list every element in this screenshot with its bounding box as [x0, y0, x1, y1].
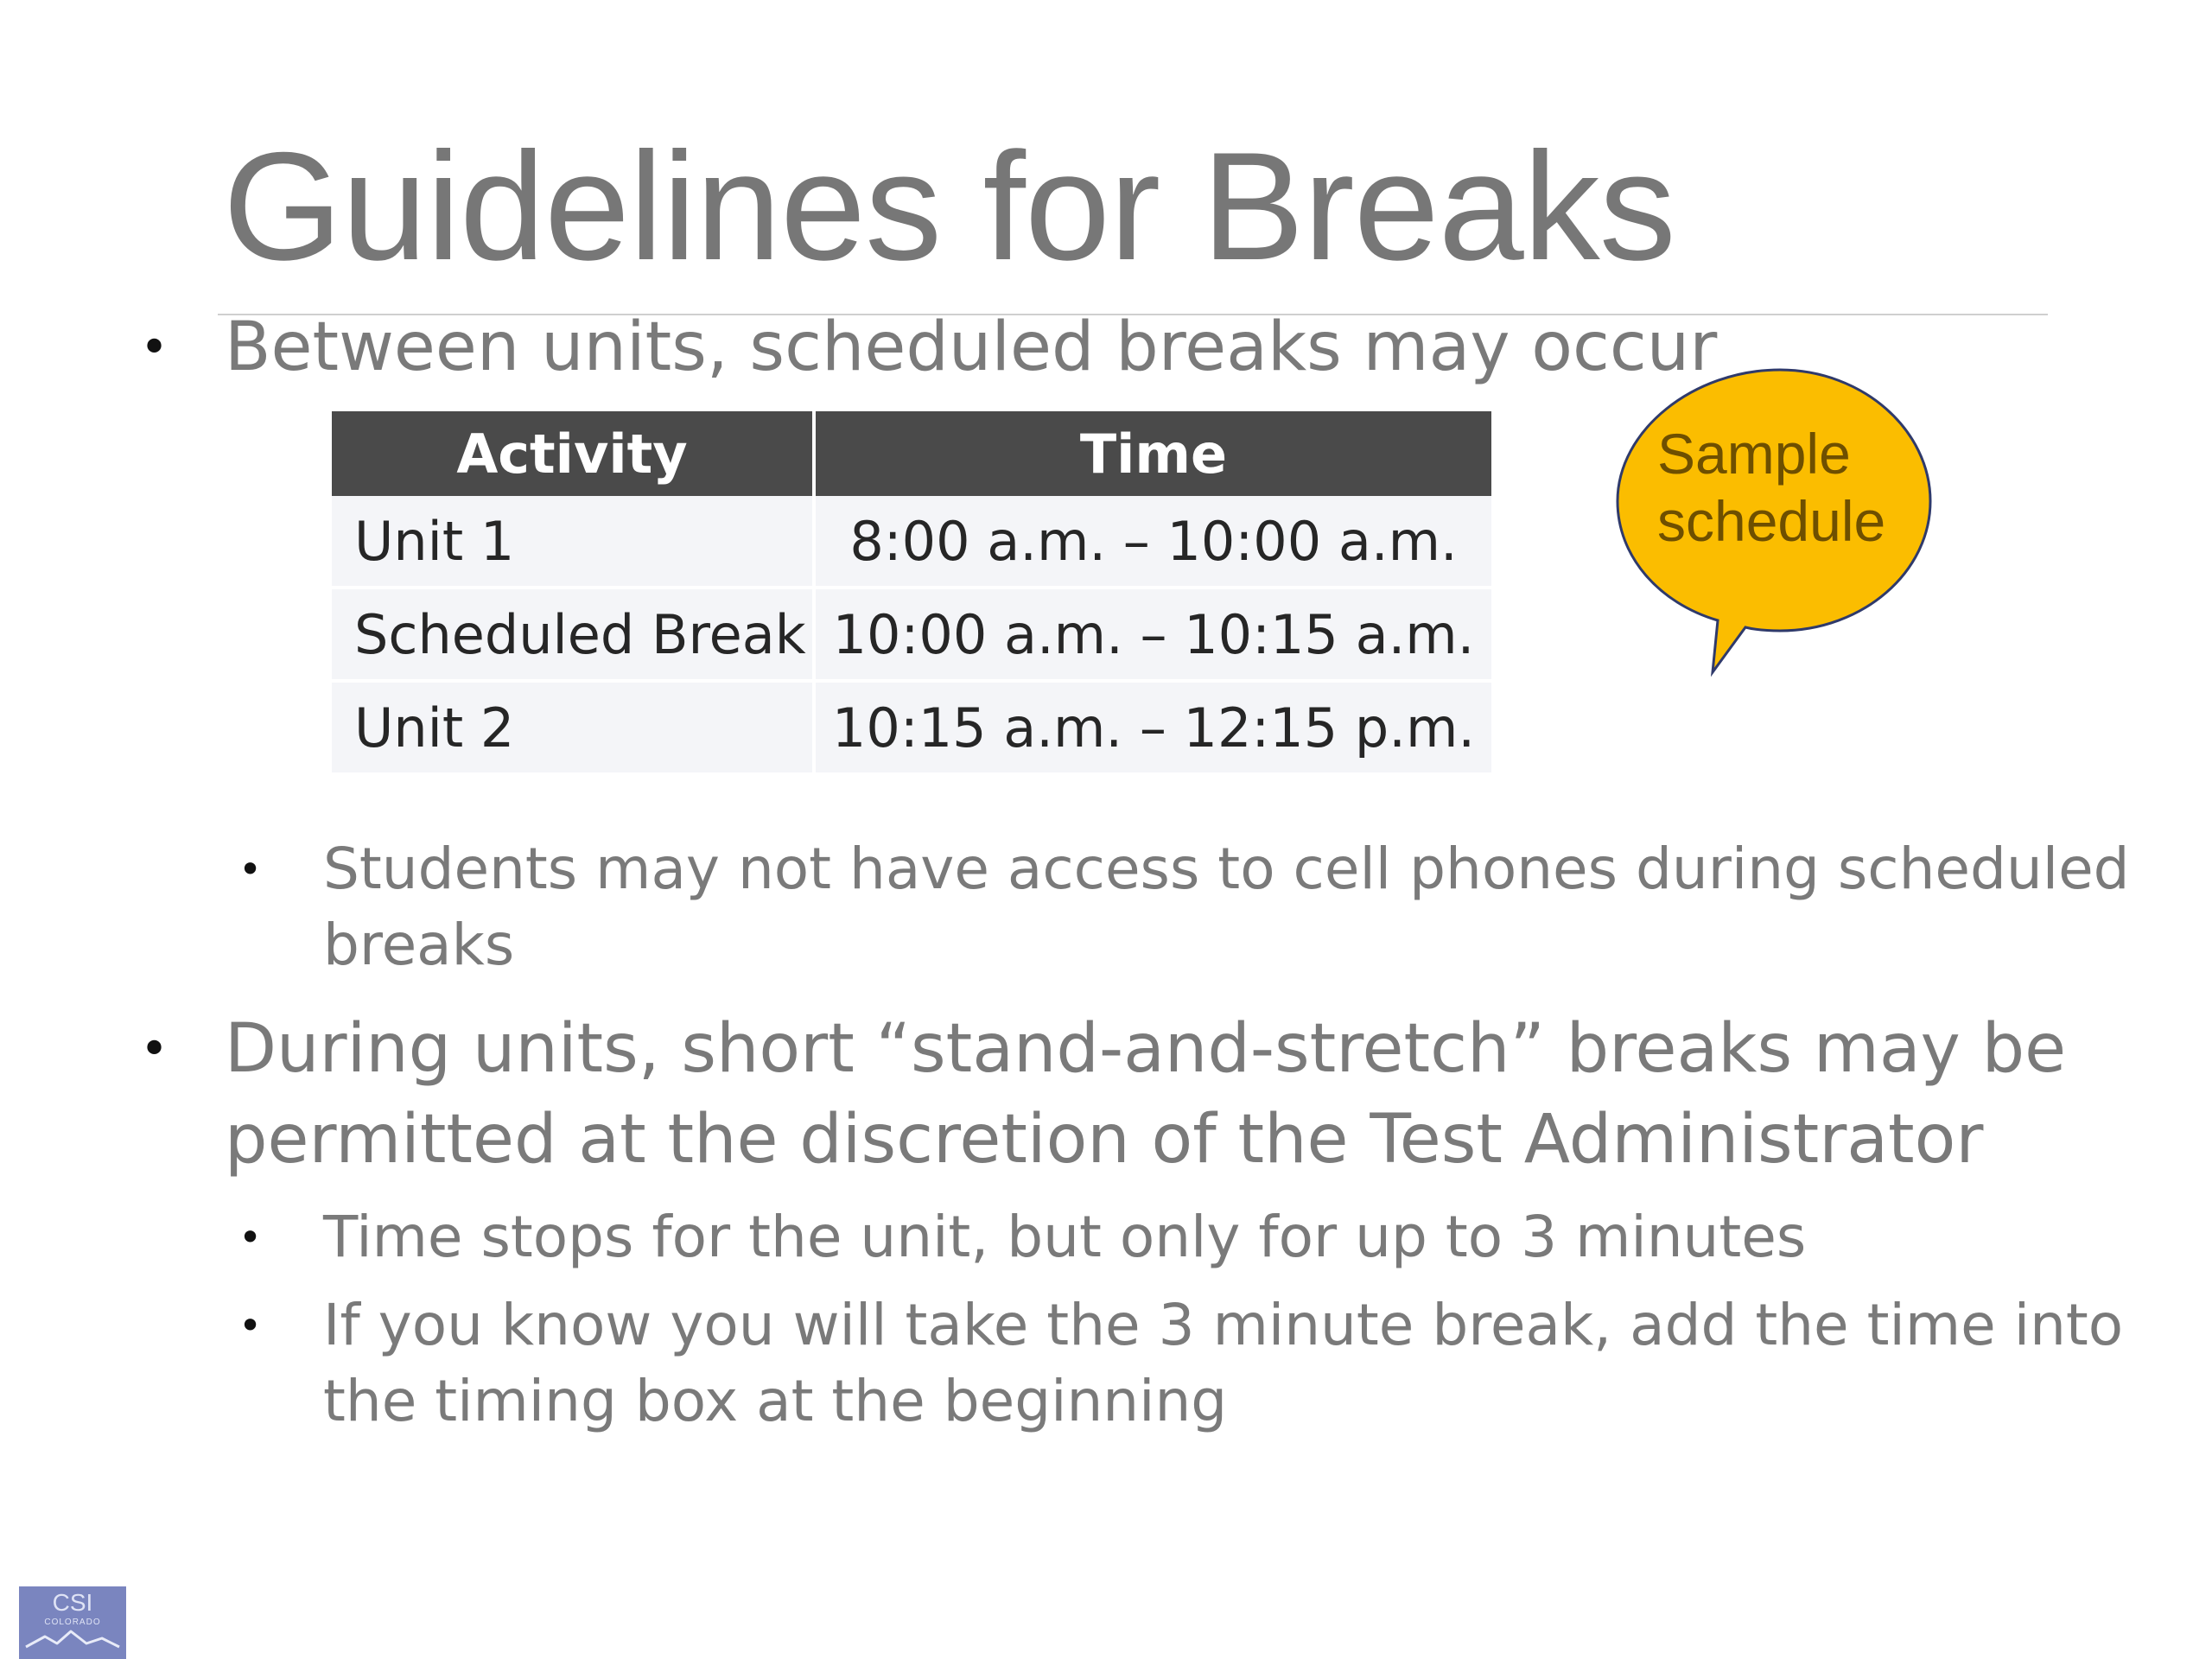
table-cell-time: 8:00 a.m. – 10:00 a.m.: [812, 496, 1491, 586]
bullet-text: If you know you will take the 3 minute break, add the time into the timing box at the beginning: [323, 1292, 2124, 1434]
table-header-time: Time: [812, 411, 1491, 496]
sample-schedule-callout: [1607, 361, 1953, 681]
table-header-activity: Activity: [332, 411, 812, 496]
bullet-item: [138, 1004, 2074, 1185]
logo-subtext: COLORADO: [44, 1618, 101, 1627]
bullet-text: During units, short “stand-and-stretch” breaks may be permitted at the discretion of the Test Administrator: [225, 1010, 2067, 1179]
sub-bullet-item: [237, 1199, 2138, 1275]
table-cell-activity: Unit 2: [332, 679, 812, 772]
table-cell-activity: Scheduled Break: [332, 586, 812, 679]
table-cell-time: 10:00 a.m. – 10:15 a.m.: [812, 586, 1491, 679]
bullet-text: Between units, scheduled breaks may occur: [225, 308, 1718, 386]
csi-colorado-logo: [19, 1586, 126, 1659]
schedule-table: [332, 411, 1491, 772]
bullet-dot-icon: •: [238, 1214, 263, 1261]
bullet-dot-icon: •: [140, 1021, 169, 1077]
bullet-dot-icon: •: [238, 1302, 263, 1349]
bullet-dot-icon: •: [140, 320, 169, 376]
sub-bullet-item: [237, 831, 2138, 983]
bullet-text: Time stops for the unit, but only for up to 3 minutes: [323, 1204, 1807, 1270]
callout-text: Sample schedule: [1657, 422, 1886, 553]
table-header-row: [332, 411, 1491, 496]
logo-text: CSI: [52, 1589, 93, 1616]
bullet-dot-icon: •: [238, 846, 263, 893]
table-row: [332, 679, 1491, 772]
bullet-text: Students may not have access to cell phones during scheduled breaks: [323, 836, 2130, 978]
slide-title: Guidelines for Breaks: [223, 120, 1675, 292]
table-cell-activity: Unit 1: [332, 496, 812, 586]
table-cell-time: 10:15 a.m. – 12:15 p.m.: [812, 679, 1491, 772]
table-row: [332, 586, 1491, 679]
sub-bullet-item: [237, 1287, 2138, 1440]
mountain-icon: [19, 1586, 126, 1659]
table-row: [332, 496, 1491, 586]
